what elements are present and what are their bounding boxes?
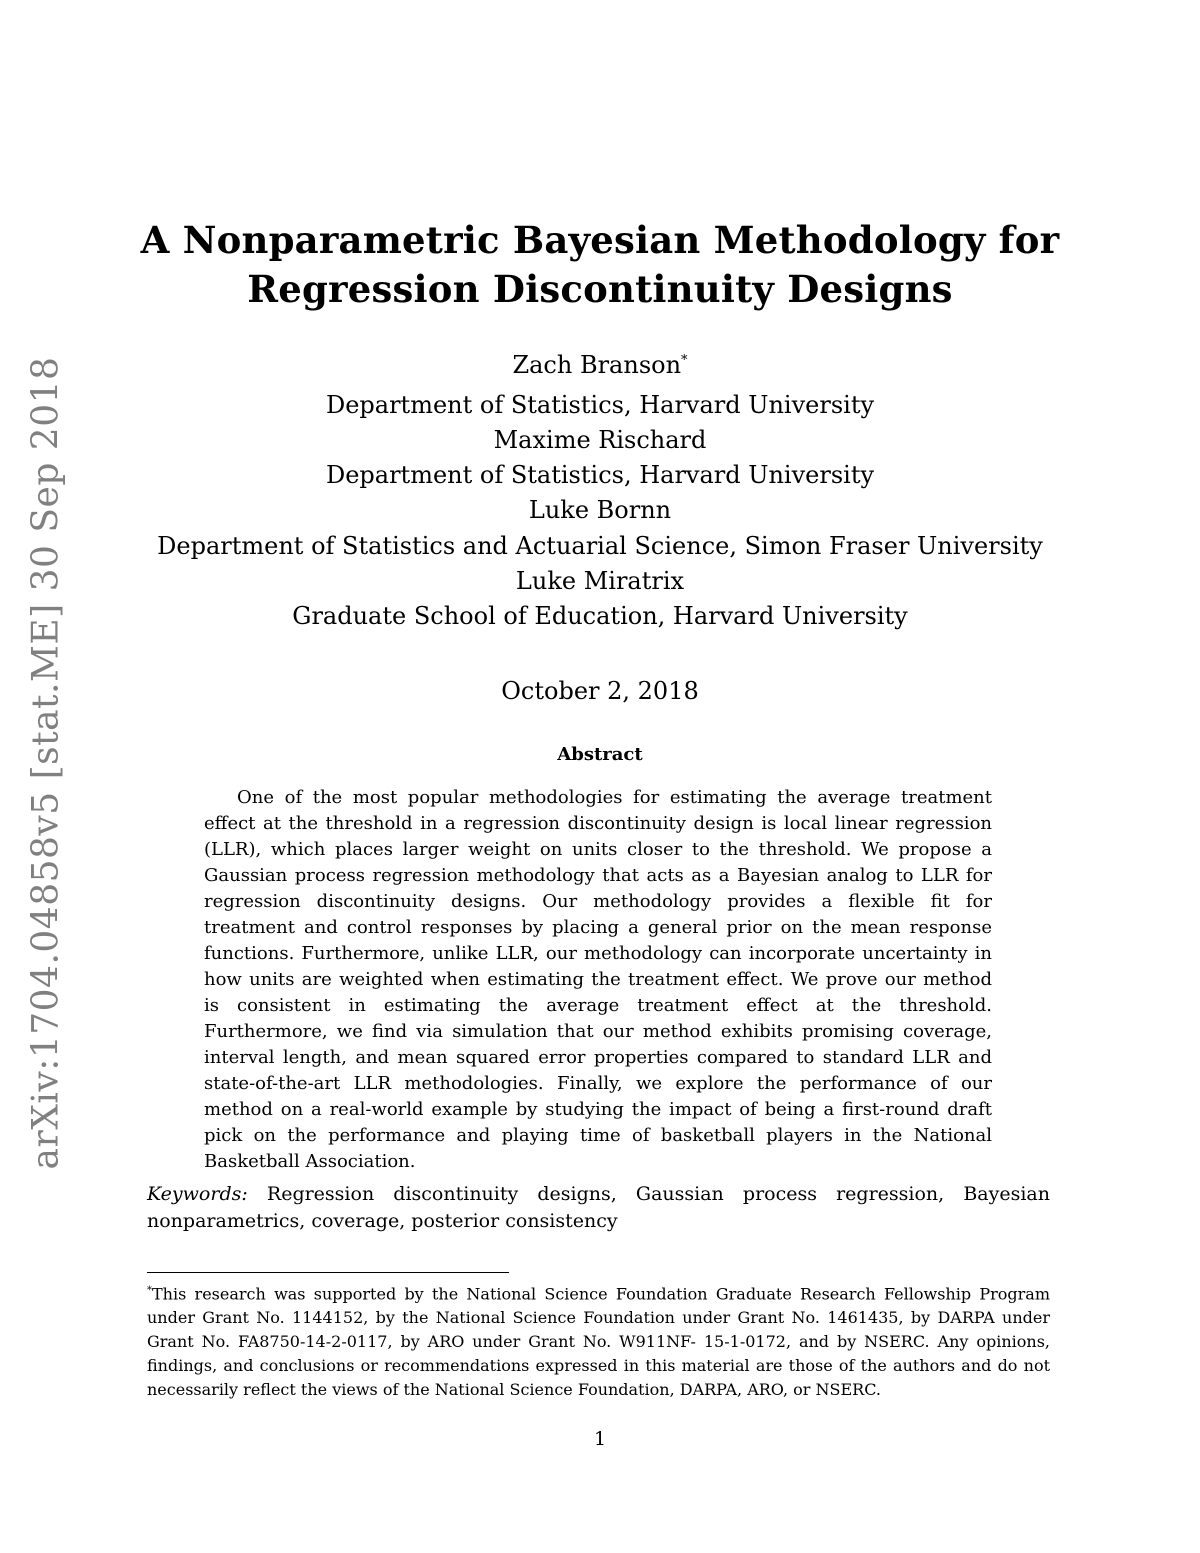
author-affiliation: Graduate School of Education, Harvard University xyxy=(292,602,908,630)
author-footnote-marker: * xyxy=(681,353,688,368)
footnote-marker: * xyxy=(147,1285,152,1296)
author-affiliation: Department of Statistics and Actuarial Science, Simon Fraser University xyxy=(157,532,1043,560)
author-affiliation: Department of Statistics, Harvard University xyxy=(325,391,875,419)
footnote xyxy=(147,1279,1050,1402)
title-line-2: Regression Discontinuity Designs xyxy=(247,267,953,311)
abstract-body: One of the most popular methodologies for estimating the average treatment effect at the threshold in a regression discontinuity design is local linear regression (LLR), which places larger weight on units closer to the threshold. We propose a Gaussian process regression methodology that acts as a Bayesian analog to LLR for regression discontinuity designs. Our methodology provides a flexible fit for treatment and control responses by placing a general prior on the mean response functions. Furthermore, unlike LLR, our methodology can incorporate uncertainty in how units are weighted when estimating the treatment effect. We prove our method is consistent in estimating the average treatment effect at the threshold. Furthermore, we find via simulation that our method exhibits promising coverage, interval length, and mean squared error properties compared to standard LLR and state-of-the-art LLR methodologies. Finally, we explore the performance of our method on a real-world example by studying the impact of being a first-round draft pick on the performance and playing time of basketball players in the National Basketball Association. xyxy=(204,787,992,1172)
keywords-text: Regression discontinuity designs, Gaussian process regression, Bayesian nonparametrics, coverage, posterior consistency xyxy=(147,1183,1050,1232)
author-name: Luke Bornn xyxy=(528,496,672,524)
author-name xyxy=(0,343,1200,383)
title-line-1: A Nonparametric Bayesian Methodology for xyxy=(140,218,1060,262)
arxiv-stamp: arXiv:1704.04858v5 [stat.ME] 30 Sep 2018 xyxy=(25,356,67,1170)
footnote-text: This research was supported by the National Science Foundation Graduate Research Fellowship Program under Grant No. 1144152, by the National Science Foundation under Grant No. 1461435, by DARPA under Grant No. FA8750-14-2-0117, by ARO under Grant No. W911NF- 15-1-0172, and by NSERC. Any opinions, findings, and conclusions or recommendations expressed in this material are those of the authors and do not necessarily reflect the views of the National Science Foundation, DARPA, ARO, or NSERC. xyxy=(147,1284,1050,1400)
page-number: 1 xyxy=(593,1428,607,1450)
keywords xyxy=(147,1181,1050,1235)
author-name: Maxime Rischard xyxy=(493,426,707,454)
author-name: Luke Miratrix xyxy=(515,567,685,595)
paper-date: October 2, 2018 xyxy=(501,677,699,705)
paper-title xyxy=(0,216,1200,314)
author-affiliation: Department of Statistics, Harvard University xyxy=(325,461,875,489)
keywords-label: Keywords: xyxy=(147,1183,248,1205)
footnote-rule xyxy=(147,1272,509,1273)
author-name-text: Zach Branson xyxy=(512,351,682,379)
abstract-heading: Abstract xyxy=(557,744,643,765)
